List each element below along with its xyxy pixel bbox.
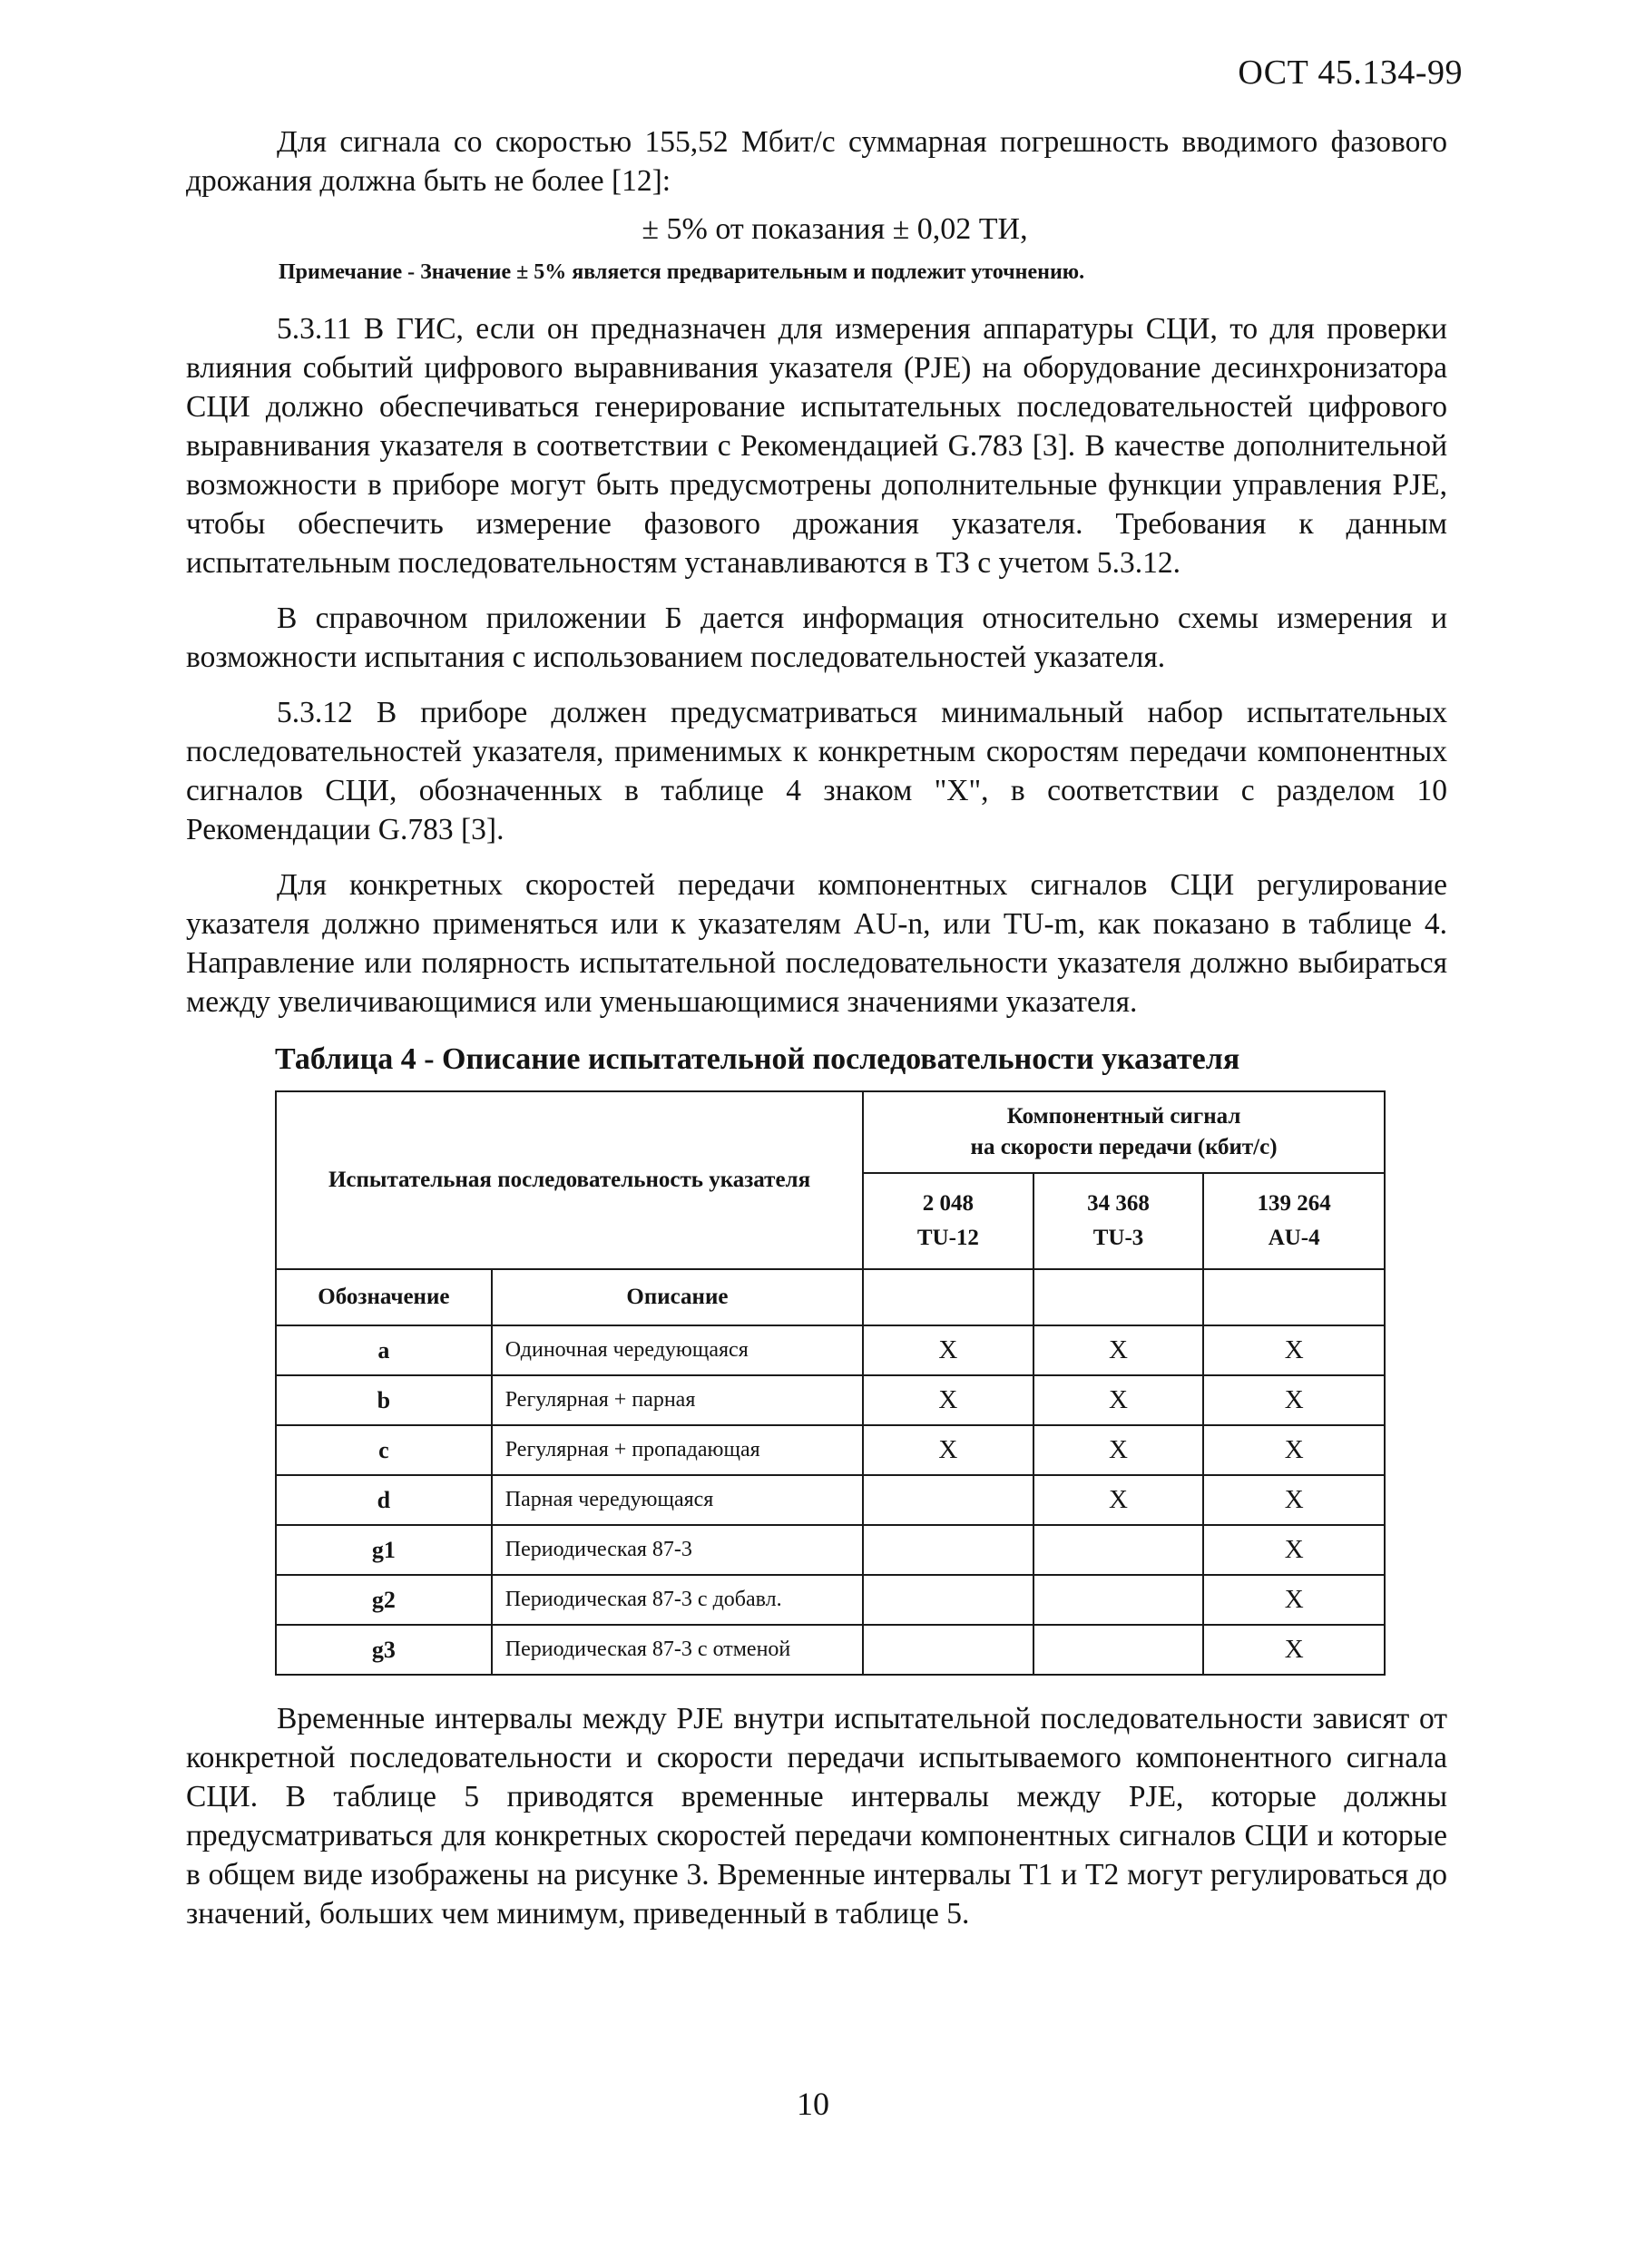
row-description: Парная чередующаяся (492, 1475, 863, 1525)
table-header-rate (1033, 1173, 1204, 1269)
paragraph-jitter-accuracy: Для сигнала со скоростью 155,52 Мбит/с суммарная погрешность вводимого фазового дрожания должна быть не более [12]: (186, 125, 1447, 198)
table-header-component-line2: на скорости передачи (кбит/с) (970, 1135, 1278, 1159)
row-mark (863, 1475, 1033, 1525)
table-row (276, 1425, 1385, 1475)
row-mark: X (863, 1325, 1033, 1375)
row-code: a (276, 1325, 492, 1375)
row-mark: X (1033, 1375, 1204, 1425)
row-mark (863, 1625, 1033, 1675)
table-4-title: Таблица 4 - Описание испытательной последовательности указателя (275, 1042, 1240, 1076)
table-header-empty (863, 1269, 1033, 1325)
paragraph-appendix-b: В справочном приложении Б дается информация относительно схемы измерения и возможности испытания с использованием последовательностей указателя. (186, 601, 1447, 674)
row-mark: X (1203, 1325, 1385, 1375)
rate-signal: TU-12 (916, 1226, 979, 1250)
row-description: Периодическая 87-3 с отменой (492, 1625, 863, 1675)
row-mark: X (1203, 1375, 1385, 1425)
table-header-component (863, 1091, 1385, 1173)
row-mark (863, 1525, 1033, 1575)
paragraph-pje-intervals: Временные интервалы между PJE внутри испытательной последовательности зависят от конкретной последовательности и скорости передачи испытываемого компонентного сигнала СЦИ. В таблице 5 приводятся временные интервалы между PJE, которые должны предусматриваться для конкретных скоростей передачи компонентных сигналов СЦИ и которые в общем виде изображены на рисунке 3. Временные интервалы T1 и T2 могут регулироваться до значений, больших чем минимум, приведенный в таблице 5. (186, 1702, 1447, 1931)
row-mark: X (1203, 1475, 1385, 1525)
table-header-description: Описание (492, 1269, 863, 1325)
table-row (276, 1625, 1385, 1675)
row-mark (1033, 1625, 1204, 1675)
table-header-empty (1203, 1269, 1385, 1325)
row-mark: X (1033, 1425, 1204, 1475)
row-code: g1 (276, 1525, 492, 1575)
table-header-empty (1033, 1269, 1204, 1325)
row-code: g2 (276, 1575, 492, 1625)
rate-value: 34 368 (1087, 1191, 1150, 1216)
table-row (276, 1375, 1385, 1425)
row-description: Периодическая 87-3 (492, 1525, 863, 1575)
row-mark: X (863, 1425, 1033, 1475)
row-mark (863, 1575, 1033, 1625)
row-mark: X (1203, 1425, 1385, 1475)
paragraph-5-3-11: 5.3.11 В ГИС, если он предназначен для измерения аппаратуры СЦИ, то для проверки влияния событий цифрового выравнивания указателя (PJE) на оборудование десинхронизатора СЦИ должно обеспечиваться генерирование испытательных последовательностей цифрового выравнивания указателя в соответствии с Рекомендацией G.783 [3]. В качестве дополнительной возможности в приборе могут быть предусмотрены дополнительные функции управления PJE, чтобы обеспечить измерение фазового дрожания указателя. Требования к данным испытательным последовательностям устанавливаются в ТЗ с учетом 5.3.12. (186, 312, 1447, 580)
page-content (186, 122, 1447, 1933)
table-header-designation: Обозначение (276, 1269, 492, 1325)
rate-value: 2 048 (922, 1191, 975, 1216)
table-row (276, 1325, 1385, 1375)
row-code: b (276, 1375, 492, 1425)
row-description: Периодическая 87-3 с добавл. (492, 1575, 863, 1625)
row-mark: X (1203, 1525, 1385, 1575)
formula-accuracy: ± 5% от показания ± 0,02 ТИ, (642, 212, 1028, 246)
rate-signal: AU-4 (1268, 1226, 1320, 1250)
paragraph-5-3-12: 5.3.12 В приборе должен предусматриваться минимальный набор испытательных последовательностей указателя, применимых к конкретным скоростям передачи компонентных сигналов СЦИ, обозначенных в таблице 4 знаком "X", в соответствии с разделом 10 Рекомендации G.783 [3]. (186, 696, 1447, 846)
table-row (276, 1525, 1385, 1575)
document-code: ОСТ 45.134-99 (1238, 54, 1463, 92)
table-header-component-line1: Компонентный сигнал (1006, 1104, 1241, 1129)
table-4 (275, 1090, 1386, 1676)
table-row (276, 1575, 1385, 1625)
row-description: Одиночная чередующаяся (492, 1325, 863, 1375)
row-description: Регулярная + пропадающая (492, 1425, 863, 1475)
row-mark: X (1033, 1475, 1204, 1525)
row-code: c (276, 1425, 492, 1475)
row-mark (1033, 1575, 1204, 1625)
note-preliminary: Примечание - Значение ± 5% является предварительным и подлежит уточнению. (279, 260, 1085, 284)
row-mark: X (1203, 1625, 1385, 1675)
row-mark: X (1033, 1325, 1204, 1375)
row-code: g3 (276, 1625, 492, 1675)
table-header-sequence (276, 1091, 863, 1269)
row-mark: X (1203, 1575, 1385, 1625)
rate-value: 139 264 (1257, 1191, 1331, 1216)
rate-signal: TU-3 (1092, 1226, 1144, 1250)
table-row (276, 1475, 1385, 1525)
table-header-rate (863, 1173, 1033, 1269)
row-code: d (276, 1475, 492, 1525)
page-number: 10 (797, 2086, 829, 2122)
row-description: Регулярная + парная (492, 1375, 863, 1425)
table-header-sequence-label: Испытательная последовательность указателя (328, 1168, 811, 1192)
paragraph-pointer-regulation: Для конкретных скоростей передачи компонентных сигналов СЦИ регулирование указателя должно применяться или к указателям AU-n, или TU-m, как показано в таблице 4. Направление или полярность испытательной последовательности указателя должно выбираться между увеличивающимися или уменьшающимися значениями указателя. (186, 868, 1447, 1019)
row-mark (1033, 1525, 1204, 1575)
row-mark: X (863, 1375, 1033, 1425)
table-header-rate (1203, 1173, 1385, 1269)
